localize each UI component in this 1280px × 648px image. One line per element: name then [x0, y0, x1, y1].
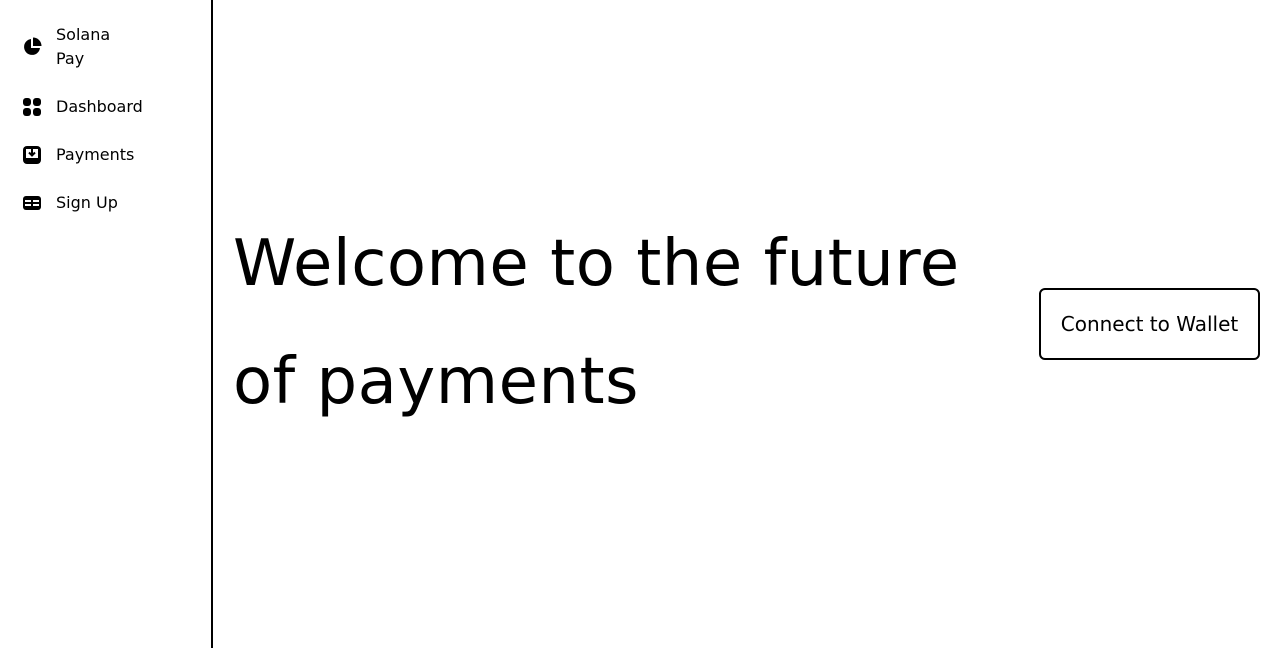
sidebar-item-sign-up[interactable]	[22, 191, 118, 215]
connect-wallet-button[interactable]: Connect to Wallet	[1039, 288, 1260, 360]
page-headline: Welcome to the future of payments	[233, 227, 960, 419]
main-content	[213, 0, 1280, 648]
sidebar-item-label: Dashboard	[56, 97, 143, 116]
sidebar-item-label: Payments	[56, 145, 135, 164]
sidebar-brand-label: Solana Pay	[56, 25, 111, 68]
sidebar-item-dashboard[interactable]	[22, 95, 143, 119]
id-card-icon	[22, 193, 42, 213]
sidebar-item-payments[interactable]	[22, 143, 134, 167]
sidebar-item-label: Sign Up	[56, 193, 118, 212]
sidebar-brand-solana-pay[interactable]	[22, 23, 116, 71]
download-tray-icon	[22, 145, 42, 165]
sidebar	[0, 0, 213, 648]
grid-icon	[22, 97, 42, 117]
pie-chart-icon	[22, 37, 42, 57]
